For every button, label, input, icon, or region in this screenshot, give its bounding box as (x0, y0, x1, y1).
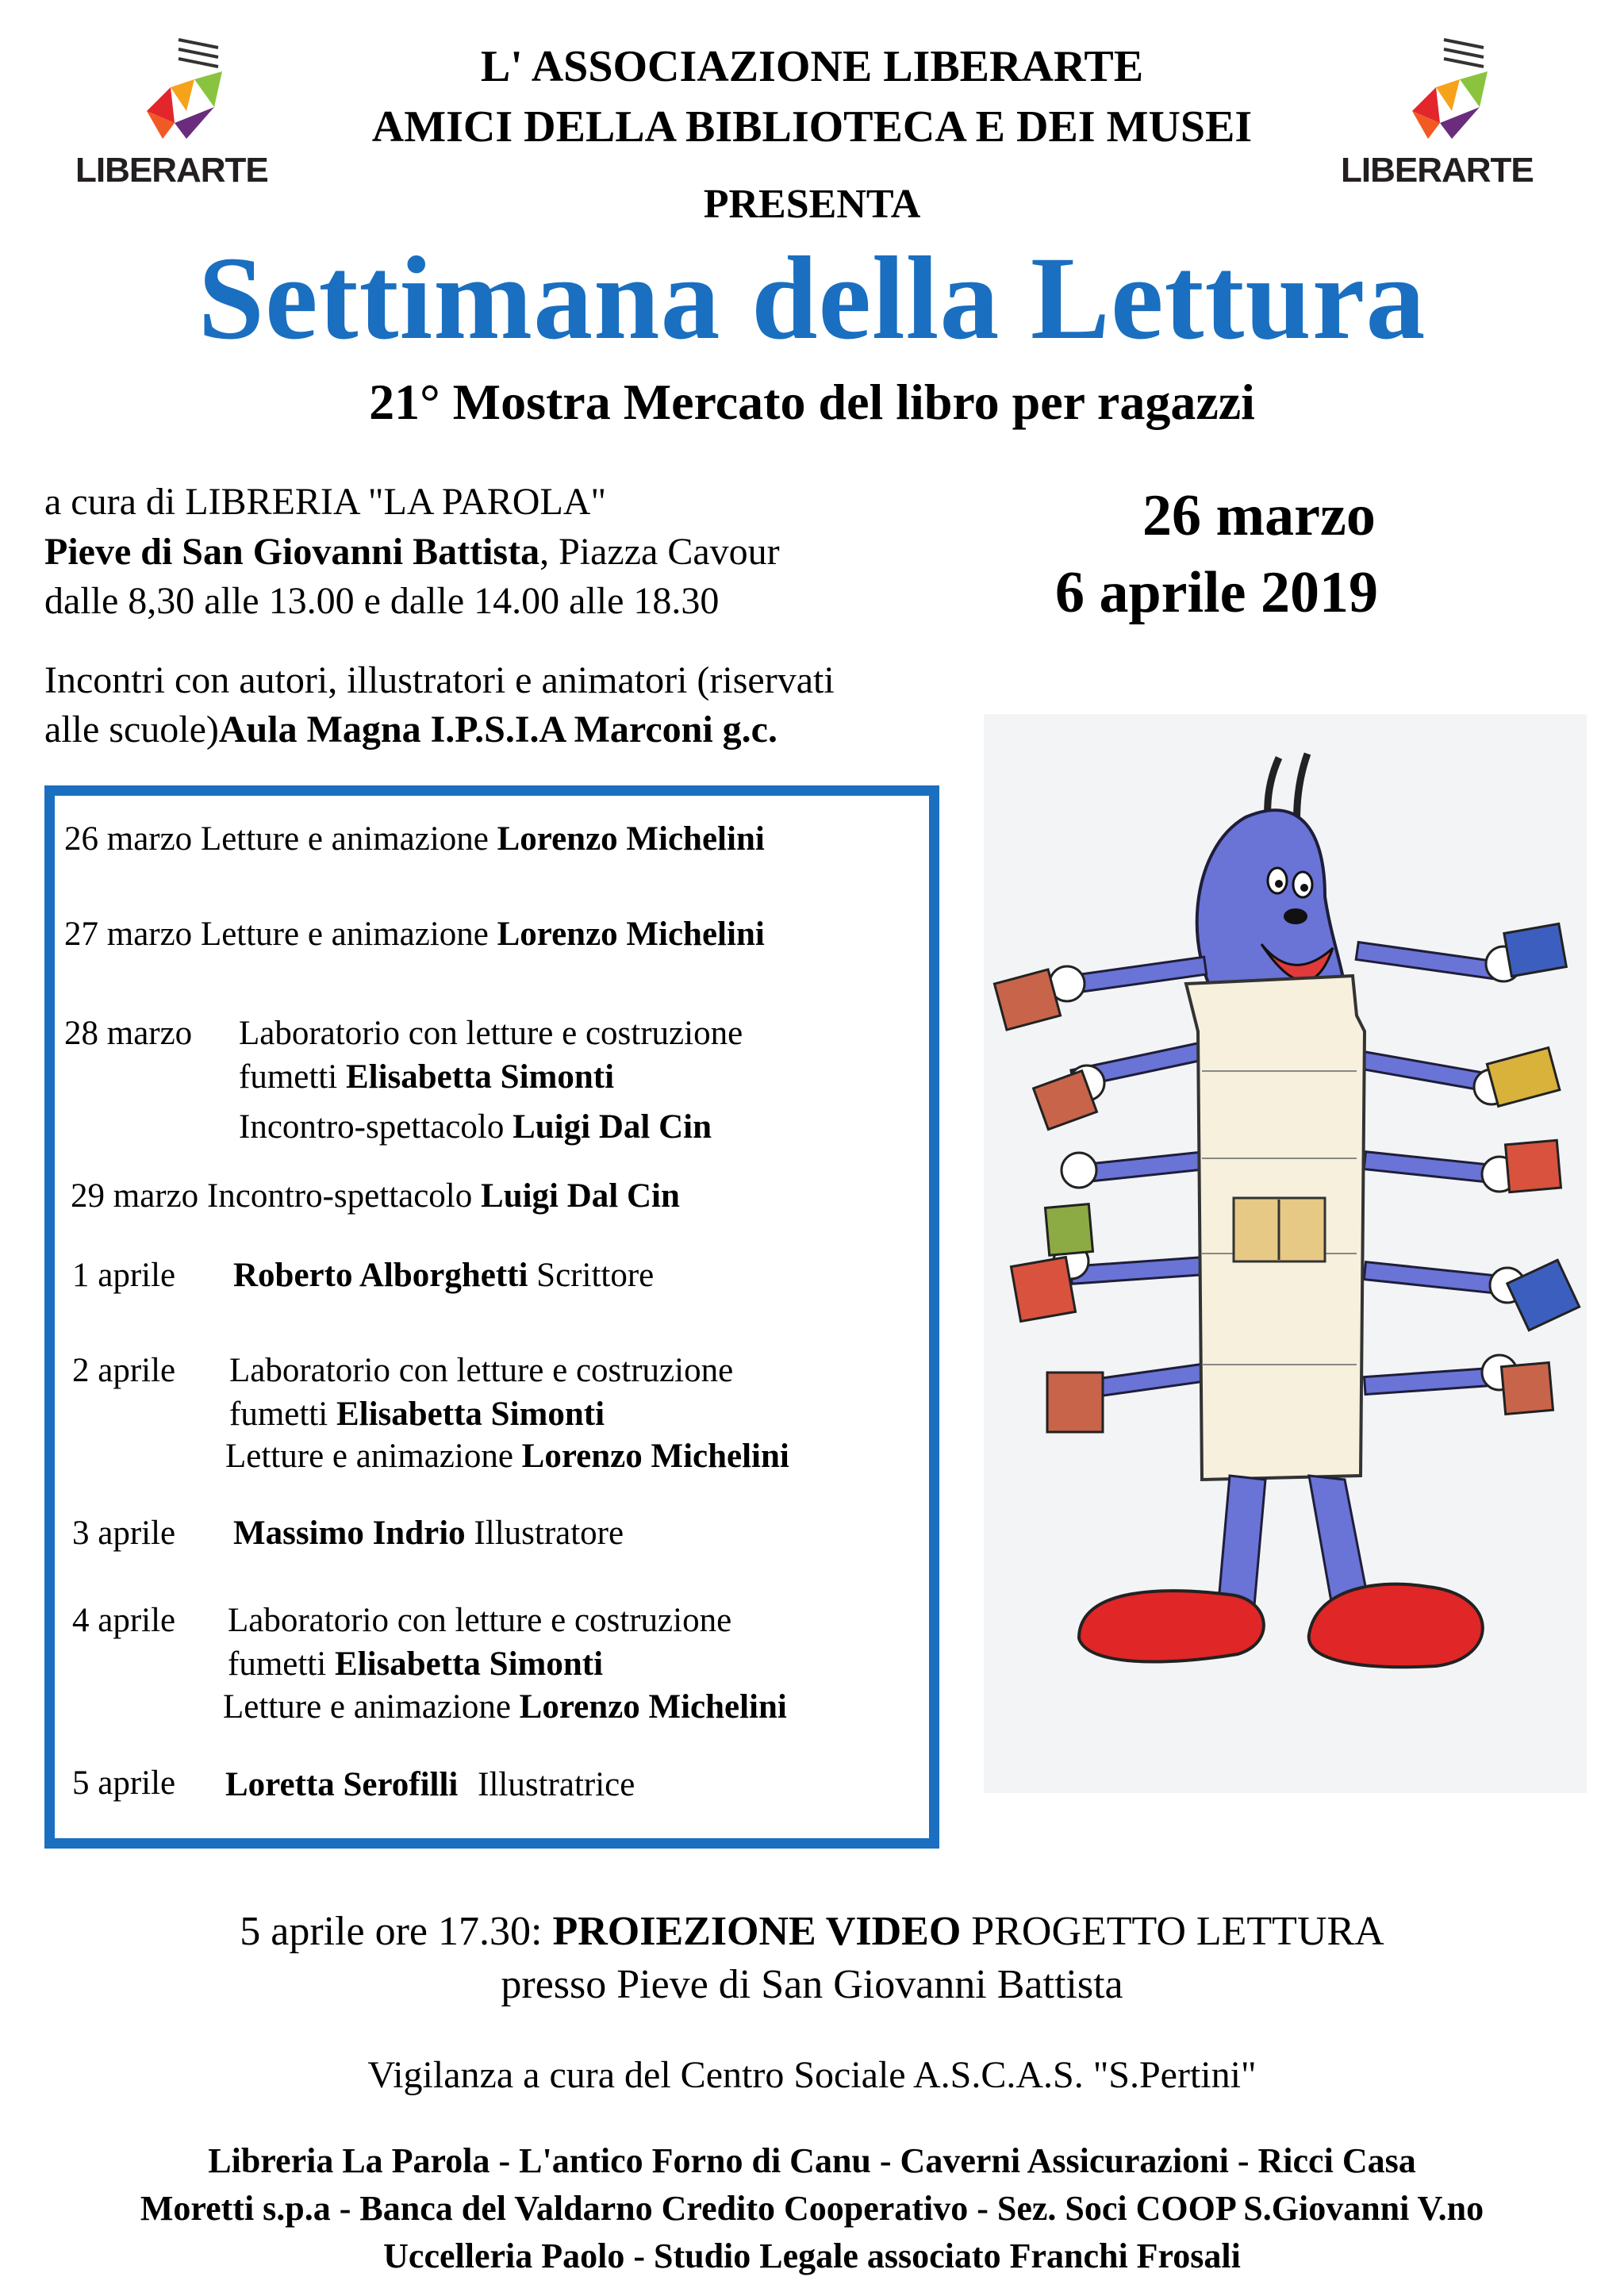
shoe-left (1079, 1591, 1264, 1661)
program-entry-date: 2 aprile (72, 1352, 176, 1389)
program-entry-date: 4 aprile (72, 1602, 176, 1639)
program-entry-date: 3 aprile (72, 1515, 176, 1552)
entry-activity: Laboratorio con letture e costruzione (229, 1352, 734, 1389)
meetings-line2 (44, 708, 777, 751)
entry-activity: fumetti (229, 1396, 328, 1433)
program-entry-date: 28 marzo (64, 1015, 193, 1052)
entry-activity: Letture e animazione (200, 820, 489, 858)
entry-activity: Incontro-spettacolo (206, 1177, 473, 1215)
entry-person: Elisabetta Simonti (334, 1645, 604, 1683)
entry-person: Massimo Indrio (233, 1515, 466, 1552)
entry-activity-cont (228, 1645, 603, 1684)
entry-activity: Letture e animazione (225, 1438, 513, 1475)
program-entry (225, 1765, 635, 1804)
video-place: presso Pieve di San Giovanni Battista (501, 1962, 1123, 2007)
book-icon (1506, 1140, 1561, 1192)
entry-activity-cont (223, 1687, 787, 1726)
book-icon (1047, 1373, 1103, 1432)
venue (44, 530, 780, 574)
sponsors-line: Libreria La Parola - L'antico Forno di Canu - Caverni Assicurazioni - Ricci Casa (208, 2141, 1416, 2180)
entry-activity: Laboratorio con letture e costruzione (239, 1015, 743, 1052)
entry-role: Scrittore (536, 1257, 655, 1294)
video-time: 5 aprile ore 17.30: (240, 1909, 553, 1954)
entry-person: Elisabetta Simonti (345, 1058, 615, 1096)
book-icon (1504, 923, 1566, 976)
date-start: 26 marzo (1142, 483, 1376, 548)
entry-person: Elisabetta Simonti (336, 1396, 605, 1433)
video-screening (0, 1908, 1624, 1955)
entry-activity: Laboratorio con letture e costruzione (228, 1602, 732, 1639)
book-icon (1501, 1362, 1553, 1414)
entry-person: Lorenzo Michelini (519, 1688, 787, 1726)
venue-name: Pieve di San Giovanni Battista (44, 531, 540, 573)
program-entry (71, 1177, 680, 1215)
entry-person: Luigi Dal Cin (481, 1177, 680, 1215)
book-icon (1011, 1257, 1075, 1321)
curated-by: a cura di LIBRERIA "LA PAROLA" (44, 481, 607, 523)
entry-activity: Letture e animazione (200, 916, 489, 953)
entry-activity-cont (229, 1395, 605, 1434)
entry-activity-cont (239, 1108, 712, 1146)
nose-icon (1284, 908, 1307, 924)
sponsors-line: Uccelleria Paolo - Studio Legale associato Franchi Frosali (383, 2236, 1241, 2275)
program-entry-date: 1 aprile (72, 1257, 176, 1294)
book-icon (1045, 1204, 1092, 1256)
entry-date: 27 marzo (64, 916, 193, 953)
program-entry-date: 5 aprile (72, 1764, 176, 1802)
program-box (44, 785, 939, 1849)
entry-activity: Incontro-spettacolo (239, 1108, 505, 1146)
logo-wordmark: LIBERARTE (1341, 151, 1534, 190)
entry-date: 29 marzo (71, 1177, 199, 1215)
association-subtitle: AMICI DELLA BIBLIOTECA E DEI MUSEI (371, 102, 1253, 152)
bookworm-illustration (984, 714, 1587, 1793)
sponsors-line: Moretti s.p.a - Banca del Valdarno Credito Cooperativo - Sez. Soci COOP S.Giovanni V.no (140, 2189, 1484, 2228)
entry-activity: Letture e animazione (223, 1688, 511, 1726)
video-title: PROIEZIONE VIDEO (552, 1909, 962, 1954)
event-subtitle: 21° Mostra Mercato del libro per ragazzi (369, 374, 1255, 430)
entry-person: Luigi Dal Cin (513, 1108, 712, 1146)
entry-activity-cont (225, 1437, 789, 1476)
entry-person: Roberto Alborghetti (233, 1257, 528, 1294)
date-end: 6 aprile 2019 (1055, 560, 1378, 625)
meetings-line1: Incontri con autori, illustratori e animatori (riservati (44, 659, 835, 701)
entry-person: Lorenzo Michelini (497, 820, 765, 858)
meetings-prefix: alle scuole) (44, 708, 219, 751)
entry-person: Lorenzo Michelini (497, 916, 765, 953)
program-entry (64, 820, 765, 858)
event-title: Settimana della Lettura (198, 232, 1426, 364)
meetings-venue: Aula Magna I.P.S.I.A Marconi g.c. (218, 708, 777, 751)
shoe-right (1309, 1584, 1483, 1668)
entry-person: Loretta Serofilli (225, 1766, 459, 1803)
entry-date: 26 marzo (64, 820, 193, 858)
video-project: PROGETTO LETTURA (961, 1909, 1384, 1954)
entry-role: Illustratrice (478, 1766, 635, 1803)
venue-address: , Piazza Cavour (539, 531, 780, 573)
entry-person: Lorenzo Michelini (521, 1438, 789, 1475)
entry-role: Illustratore (474, 1515, 624, 1552)
entry-activity-cont (239, 1058, 614, 1096)
vigilanza-note: Vigilanza a cura del Centro Sociale A.S.C.A.S. "S.Pertini" (367, 2054, 1257, 2096)
entry-activity: fumetti (228, 1645, 327, 1683)
presenta-label: PRESENTA (703, 182, 921, 227)
program-entry (233, 1514, 624, 1553)
opening-hours: dalle 8,30 alle 13.00 e dalle 14.00 alle 18.30 (44, 580, 720, 622)
logo-wordmark: LIBERARTE (75, 151, 268, 190)
association-name: L' ASSOCIAZIONE LIBERARTE (480, 42, 1144, 91)
program-entry (64, 915, 765, 954)
program-entry (233, 1256, 654, 1295)
entry-activity: fumetti (239, 1058, 338, 1096)
